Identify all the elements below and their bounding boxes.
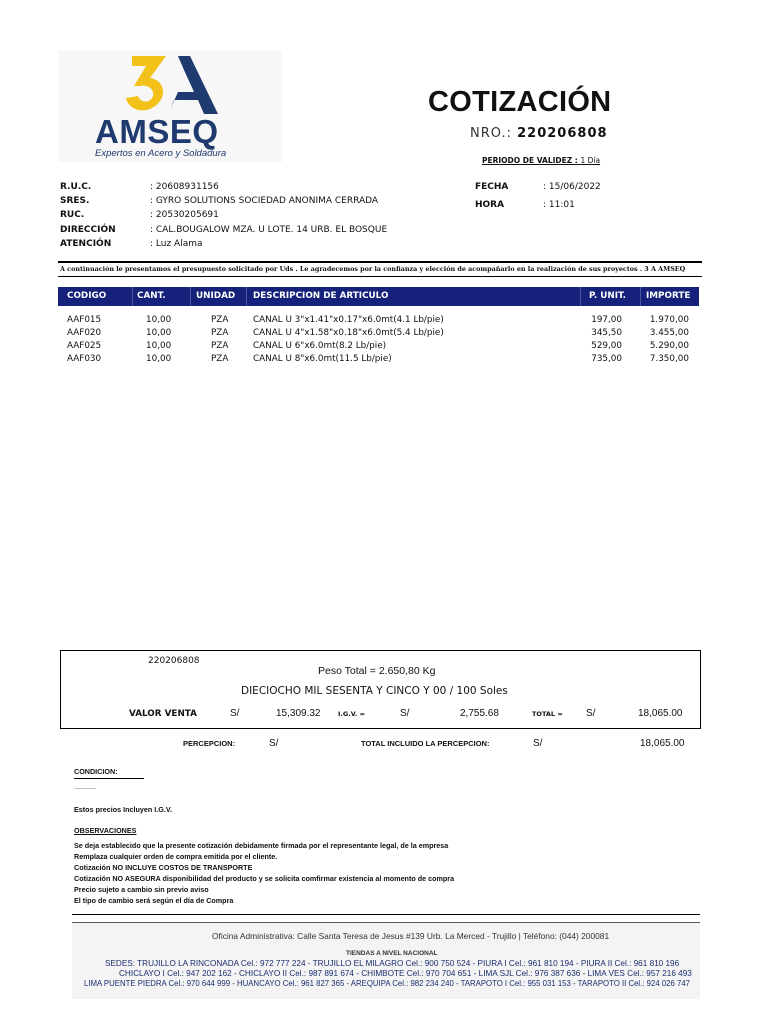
row-codigo: AAF025 bbox=[67, 341, 102, 351]
peso-unit: Kg bbox=[422, 665, 436, 677]
divider-top bbox=[58, 261, 702, 263]
validity-period bbox=[482, 156, 600, 165]
row-cant: 10,00 bbox=[146, 328, 172, 338]
ruc-label: R.U.C. bbox=[60, 182, 92, 192]
condicion-label: CONDICION: bbox=[74, 767, 118, 776]
row-unidad: PZA bbox=[211, 341, 229, 351]
row-importe: 7.350,00 bbox=[649, 354, 689, 364]
quote-number-label: NRO.: bbox=[470, 126, 512, 141]
row-descripcion: CANAL U 6"x6.0mt(8.2 Lb/pie) bbox=[253, 341, 387, 351]
col-divider bbox=[580, 287, 581, 306]
row-unidad: PZA bbox=[211, 315, 229, 325]
row-unidad: PZA bbox=[211, 328, 229, 338]
col-cant: CANT. bbox=[137, 291, 166, 301]
row-punit: 197,00 bbox=[591, 315, 622, 325]
observacion-line: Precio sujeto a cambio sin previo aviso bbox=[74, 885, 209, 894]
col-codigo: CODIGO bbox=[67, 291, 107, 301]
percepcion-currency: S/ bbox=[269, 738, 279, 749]
atencion-value: : Luz Alama bbox=[150, 239, 203, 249]
row-codigo: AAF015 bbox=[67, 315, 102, 325]
amount-in-words: DIECIOCHO MIL SESENTA Y CINCO Y 00 / 100 Soles bbox=[241, 685, 508, 697]
ruc2-value: : 20530205691 bbox=[150, 210, 219, 220]
valor-venta-value: 15,309.32 bbox=[276, 708, 321, 719]
row-descripcion: CANAL U 3"x1.41"x0.17"x6.0mt(4.1 Lb/pie) bbox=[253, 315, 444, 325]
valor-venta-label: VALOR VENTA bbox=[129, 709, 197, 719]
igv-value: 2,755.68 bbox=[460, 708, 499, 719]
condicion-value: ........... bbox=[74, 782, 96, 791]
col-divider bbox=[246, 287, 247, 306]
observacion-line: Remplaza cualquier orden de compra emitida por el cliente. bbox=[74, 852, 278, 861]
col-divider bbox=[640, 287, 641, 306]
row-punit: 345,50 bbox=[591, 328, 622, 338]
hora-value: : 11:01 bbox=[543, 200, 575, 210]
peso-value: 2.650,80 bbox=[378, 665, 420, 677]
quote-number bbox=[470, 126, 608, 141]
document-title: COTIZACIÓN bbox=[428, 86, 612, 118]
total-label: TOTAL = bbox=[532, 710, 563, 718]
footer-sedes-line2: CHICLAYO I Cel.: 947 202 162 - CHICLAYO II Cel.: 987 891 674 - CHIMBOTE Cel.: 970 704 651 - LIMA SJL Cel.: 976 387 636 - LIMA VES Cel.: 957 216 493 bbox=[119, 969, 692, 978]
col-unidad: UNIDAD bbox=[196, 291, 236, 301]
row-cant: 10,00 bbox=[146, 315, 172, 325]
footer-divider bbox=[72, 914, 700, 915]
percepcion-total-label: TOTAL INCLUIDO LA PERCEPCION: bbox=[361, 739, 490, 748]
percepcion-total-value: 18,065.00 bbox=[640, 738, 685, 749]
col-importe: IMPORTE bbox=[646, 291, 691, 301]
row-codigo: AAF020 bbox=[67, 328, 102, 338]
total-currency: S/ bbox=[586, 708, 596, 719]
ruc-value: : 20608931156 bbox=[150, 182, 219, 192]
direccion-value: : CAL.BOUGALOW MZA. U LOTE. 14 URB. EL BOSQUE bbox=[150, 225, 388, 235]
divider-intro bbox=[58, 276, 702, 277]
table-row bbox=[0, 315, 768, 328]
sres-value: : GYRO SOLUTIONS SOCIEDAD ANONIMA CERRADA bbox=[150, 196, 379, 206]
table-row bbox=[0, 354, 768, 367]
ruc2-label: RUC. bbox=[60, 210, 85, 220]
fecha-value: : 15/06/2022 bbox=[543, 182, 601, 192]
row-cant: 10,00 bbox=[146, 341, 172, 351]
col-divider bbox=[132, 287, 133, 306]
fecha-label: FECHA bbox=[475, 182, 509, 192]
percepcion-total-currency: S/ bbox=[533, 738, 543, 749]
igv-currency: S/ bbox=[400, 708, 410, 719]
footer-sedes-line3: LIMA PUENTE PIEDRA Cel.: 970 644 999 - HUANCAYO Cel.: 961 827 365 - AREQUIPA Cel.: 982 234 240 - TARAPOTO I Cel.: 955 031 153 - TARAPOTO II Cel.: 924 026 747 bbox=[84, 979, 691, 988]
row-cant: 10,00 bbox=[146, 354, 172, 364]
row-codigo: AAF030 bbox=[67, 354, 102, 364]
row-descripcion: CANAL U 4"x1.58"x0.18"x6.0mt(5.4 Lb/pie) bbox=[253, 328, 444, 338]
percepcion-label: PERCEPCION: bbox=[183, 739, 236, 748]
row-importe: 5.290,00 bbox=[649, 341, 689, 351]
items-table-header bbox=[58, 287, 699, 306]
atencion-label: ATENCIÓN bbox=[60, 239, 112, 249]
row-importe: 3.455,00 bbox=[649, 328, 689, 338]
igv-label: I.G.V. = bbox=[338, 710, 366, 718]
condicion-underline bbox=[74, 778, 144, 779]
observacion-line: Cotización NO INCLUYE COSTOS DE TRANSPORTE bbox=[74, 863, 253, 872]
row-unidad: PZA bbox=[211, 354, 229, 364]
hora-label: HORA bbox=[475, 200, 505, 210]
footer-oficina: Oficina Administrativa: Calle Santa Teresa de Jesus #139 Urb. La Merced - Trujillo | Teléfono: (044) 200081 bbox=[212, 931, 610, 941]
observacion-line: El tipo de cambio será según el día de Compra bbox=[74, 896, 234, 905]
row-importe: 1.970,00 bbox=[649, 315, 689, 325]
table-row bbox=[0, 341, 768, 354]
logo-tagline: Expertos en Acero y Soldadura bbox=[95, 148, 227, 159]
row-descripcion: CANAL U 8"x6.0mt(11.5 Lb/pie) bbox=[253, 354, 392, 364]
igv-note: Estos precios Incluyen I.G.V. bbox=[74, 805, 172, 814]
row-punit: 735,00 bbox=[591, 354, 622, 364]
logo-wordmark: AMSEQ bbox=[95, 113, 219, 150]
footer-sedes-line1: SEDES: TRUJILLO LA RINCONADA Cel.: 972 777 224 - TRUJILLO EL MILAGRO Cel.: 900 750 524 - PIURA I Cel.: 961 810 194 - PIURA II Cel.: 961 810 196 bbox=[105, 959, 680, 968]
total-value: 18,065.00 bbox=[638, 708, 683, 719]
valor-venta-currency: S/ bbox=[230, 708, 240, 719]
summary-quote-number: 220206808 bbox=[148, 656, 200, 666]
sres-label: SRES. bbox=[60, 196, 90, 206]
observacion-line: Cotización NO ASEGURA disponibilidad del producto y se solicita comfirmar existencia al momento de compra bbox=[74, 874, 455, 883]
intro-text: A continuación le presentamos el presupuesto solicitado por Uds . Le agradecemos por la confianza y elección de acompañarlo en la realización de sus proyectos . 3 A AMSEQ bbox=[60, 265, 686, 273]
col-punit: P. UNIT. bbox=[589, 291, 627, 301]
row-punit: 529,00 bbox=[591, 341, 622, 351]
peso-label: Peso Total = bbox=[318, 665, 376, 677]
col-divider bbox=[190, 287, 191, 306]
direccion-label: DIRECCIÓN bbox=[60, 225, 116, 235]
validity-value: 1 Día bbox=[580, 156, 601, 165]
col-descripcion: DESCRIPCION DE ARTICULO bbox=[253, 291, 389, 301]
observacion-line: Se deja establecido que la presente cotización debidamente firmada por el representante legal, de la empresa bbox=[74, 841, 449, 850]
logo-3a-mark-icon bbox=[118, 52, 228, 116]
quote-number-value: 220206808 bbox=[517, 126, 608, 141]
footer-tiendas: TIENDAS A NIVEL NACIONAL bbox=[346, 950, 438, 957]
table-row bbox=[0, 328, 768, 341]
peso-total bbox=[318, 665, 435, 677]
validity-label: PERIODO DE VALIDEZ : bbox=[482, 156, 578, 165]
observaciones-label: OBSERVACIONES bbox=[74, 826, 137, 835]
